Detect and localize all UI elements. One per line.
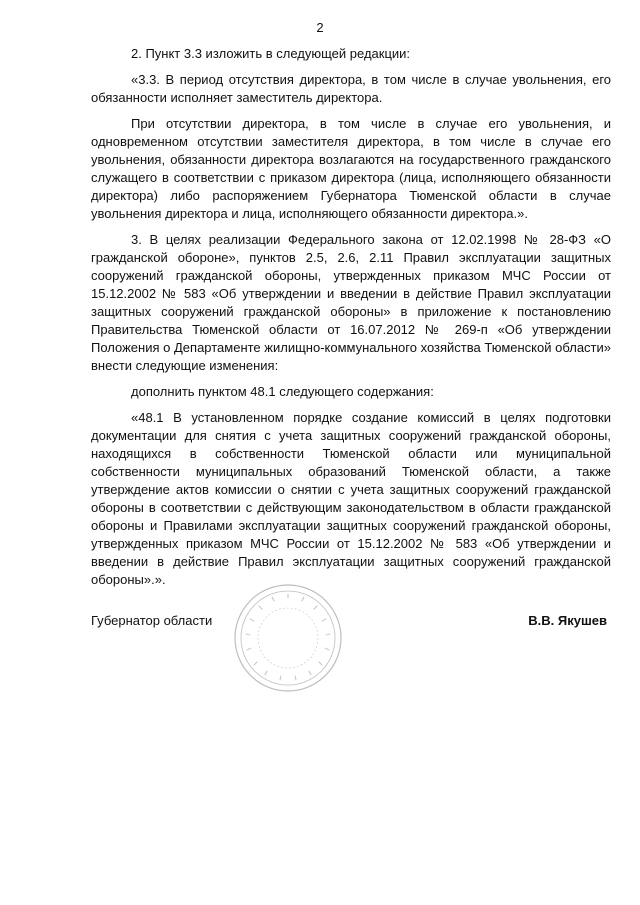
signatory-title: Губернатор области [91, 613, 213, 628]
paragraph-item-2: 2. Пункт 3.3 изложить в следующей редакции: [131, 46, 411, 61]
paragraph-absence-rule: При отсутствии директора, в том числе в случае его увольнения, и одновременном отсутствии заместителя директора, в том числе в случае его увольнения, обязанности директора возлагаются на государственного гражданского служащего в соответствии с приказом директора (лица, исполняющего обязанности директора) либо распоряжением Губернатора Тюменской области в случае увольнения директора и лица, исполняющего обязанности директора.». [91, 116, 611, 221]
document-body [91, 45, 611, 597]
official-seal-stamp [232, 582, 344, 694]
page-number: 2 [316, 20, 324, 35]
paragraph-clause-48-1: «48.1 В установленном порядке создание комиссий в целях подготовки документации для снятия с учета защитных сооружений гражданской обороны, находящихся в собственности Тюменской области или муниципальной собственности муниципальных образований Тюменской области, а также утверждение актов комиссии о снятии с учета защитных сооружений гражданской обороны в соответствии с действующим законодательством в области гражданской обороны и Правилами эксплуатации защитных сооружений гражданской обороны, утвержденных приказом МЧС России от 15.12.2002 № 583 «Об утверждении и введении в действие Правил эксплуатации защитных сооружений гражданской обороны».». [91, 410, 611, 587]
signature-block [91, 612, 611, 638]
paragraph-clause-3-3: «3.3. В период отсутствия директора, в том числе в случае увольнения, его обязанности исполняет заместитель директора. [91, 72, 611, 105]
paragraph-item-3: 3. В целях реализации Федерального закона от 12.02.1998 № 28-ФЗ «О гражданской обороне», пунктов 2.5, 2.6, 2.11 Правил эксплуатации защитных сооружений гражданской обороны, утвержденных приказом МЧС России от 15.12.2002 № 583 «Об утверждении и введении в действие Правил эксплуатации защитных сооружений гражданской обороны» в приложение к постановлению Правительства Тюменской области от 16.07.2012 № 269-п «Об утверждении Положения о Департаменте жилищно-коммунального хозяйства Тюменской области» внести следующие изменения: [91, 232, 611, 373]
paragraph-add-48-1: дополнить пунктом 48.1 следующего содержания: [131, 384, 434, 399]
signatory-name: В.В. Якушев [528, 613, 607, 628]
